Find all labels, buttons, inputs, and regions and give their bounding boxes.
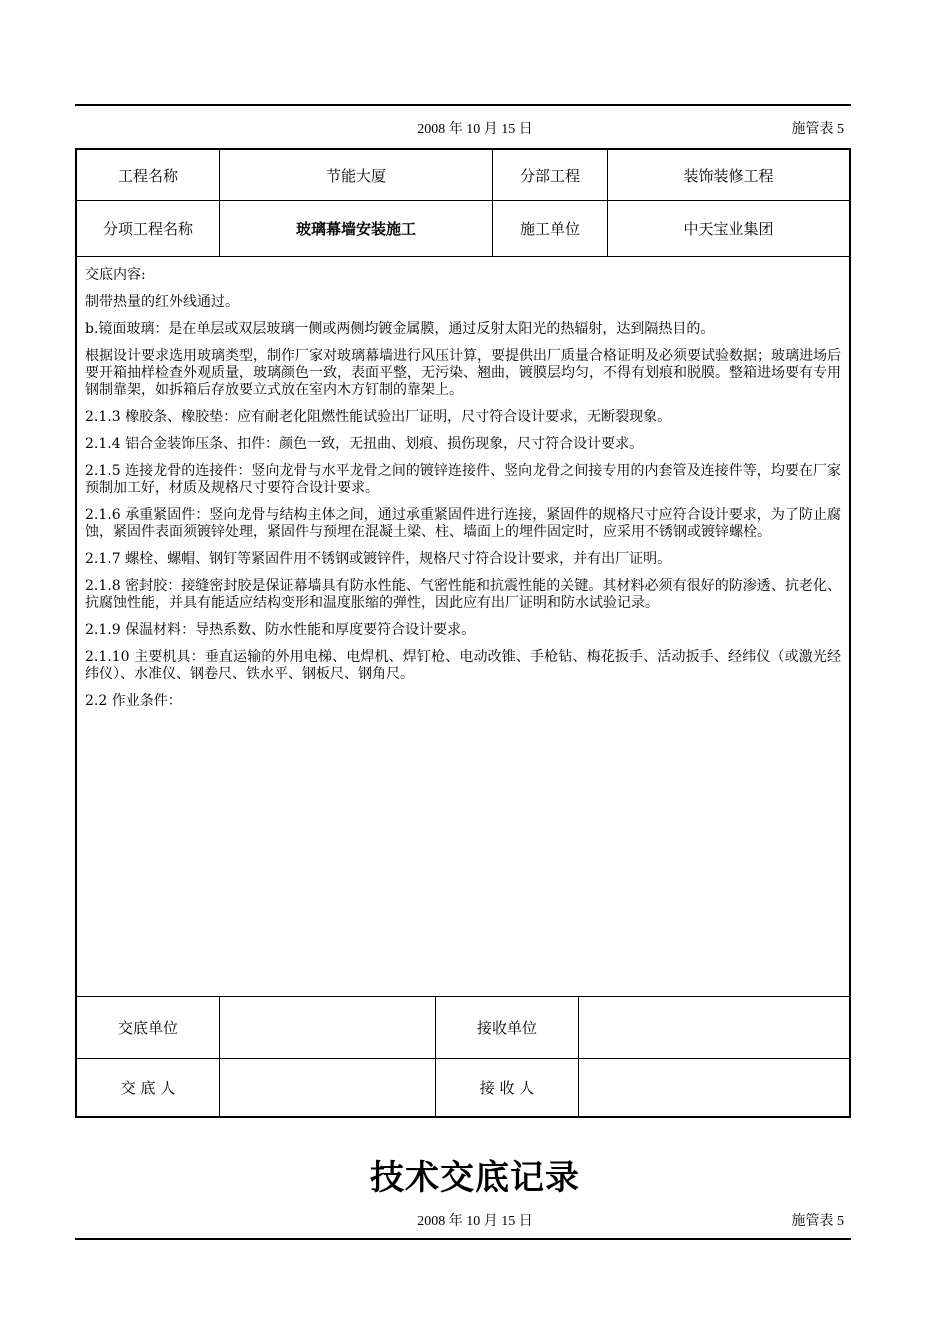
receiver-field[interactable]	[579, 1059, 849, 1116]
content-paragraph: 2.1.10 主要机具：垂直运输的外用电梯、电焊机、焊钉枪、电动改锥、手枪钻、梅花扳手、活动扳手、经纬仪（或激光经纬仪）、水准仪、钢卷尺、铁水平、钢板尺、钢角尺。	[85, 649, 841, 682]
content-paragraph: 2.1.8 密封胶：接缝密封胶是保证幕墙具有防水性能、气密性能和抗震性能的关键。其材料必须有很好的防渗透、抗老化、抗腐蚀性能，并具有能适应结构变形和温度胀缩的弹性，因此应有出厂证明和防水试验记录。	[85, 578, 841, 611]
content-paragraph: 2.1.9 保温材料：导热系数、防水性能和厚度要符合设计要求。	[85, 622, 476, 638]
content-paragraph: 2.1.7 螺栓、螺帽、钢钉等紧固件用不锈钢或镀锌件，规格尺寸符合设计要求，并有出厂证明。	[85, 551, 672, 567]
content-paragraph: b.镜面玻璃：是在单层或双层玻璃一侧或两侧均镀金属膜，通过反射太阳光的热辐射，达到隔热目的。	[85, 321, 715, 337]
content-paragraph: 2.1.4 铝合金装饰压条、扣件：颜色一致，无扭曲、划痕、损伤现象，尺寸符合设计要求。	[85, 436, 644, 452]
next-form-number: 施管表 5	[791, 1214, 844, 1229]
disclosure-form	[75, 148, 851, 1118]
content-paragraph: 2.1.3 橡胶条、橡胶垫：应有耐老化阻燃性能试验出厂证明，尺寸符合设计要求，无断裂现象。	[85, 409, 672, 425]
page-title: 技术交底记录	[370, 1158, 580, 1198]
division-value: 装饰装修工程	[683, 166, 774, 185]
record-date: 2008 年 10 月 15 日	[417, 122, 533, 137]
form-number: 施管表 5	[791, 122, 844, 137]
subitem-value: 玻璃幕墙安装施工	[295, 220, 416, 238]
issuer-field[interactable]	[220, 1059, 435, 1116]
contractor-label: 施工单位	[519, 220, 580, 238]
top-rule	[75, 104, 851, 106]
subitem-label: 分项工程名称	[102, 220, 193, 238]
issuer-label: 交 底 人	[120, 1079, 176, 1097]
issuing-unit-field[interactable]	[220, 997, 435, 1058]
content-paragraph: 根据设计要求选用玻璃类型，制作厂家对玻璃幕墙进行风压计算，要提供出厂质量合格证明及必须要试验数据；玻璃进场后要开箱抽样检查外观质量，玻璃颜色一致，表面平整，无污染、翘曲，镀膜层均匀，不得有划痕和脱膜。整箱进场要有专用钢制靠架，如拆箱后存放要立式放在室内木方钉制的靠架上。	[85, 348, 841, 398]
content-paragraph: 2.1.6 承重紧固件：竖向龙骨与结构主体之间，通过承重紧固件进行连接，紧固件的规格尺寸应符合设计要求，为了防止腐蚀，紧固件表面须镀锌处理，紧固件与预埋在混凝土梁、柱、墙面上的埋件固定时，应采用不锈钢或镀锌螺栓。	[85, 507, 841, 540]
next-record-date: 2008 年 10 月 15 日	[417, 1214, 533, 1229]
disclosure-content	[77, 257, 849, 995]
content-paragraph: 制带热量的红外线通过。	[85, 294, 239, 310]
content-heading: 交底内容:	[85, 267, 146, 283]
receiving-unit-label: 接收单位	[476, 1019, 537, 1037]
content-paragraph: 2.2 作业条件：	[85, 693, 182, 709]
content-paragraph: 2.1.5 连接龙骨的连接件：竖向龙骨与水平龙骨之间的镀锌连接件、竖向龙骨之间接专用的内套管及连接件等，均要在厂家预制加工好，材质及规格尺寸要符合设计要求。	[85, 463, 841, 496]
bottom-rule	[75, 1238, 851, 1240]
receiving-unit-field[interactable]	[579, 997, 849, 1058]
project-name-label: 工程名称	[117, 166, 178, 185]
contractor-value: 中天宝业集团	[683, 220, 774, 238]
receiver-label: 接 收 人	[479, 1079, 535, 1097]
project-name-value: 节能大厦	[325, 166, 386, 185]
issuing-unit-label: 交底单位	[117, 1019, 178, 1037]
division-label: 分部工程	[519, 166, 580, 185]
